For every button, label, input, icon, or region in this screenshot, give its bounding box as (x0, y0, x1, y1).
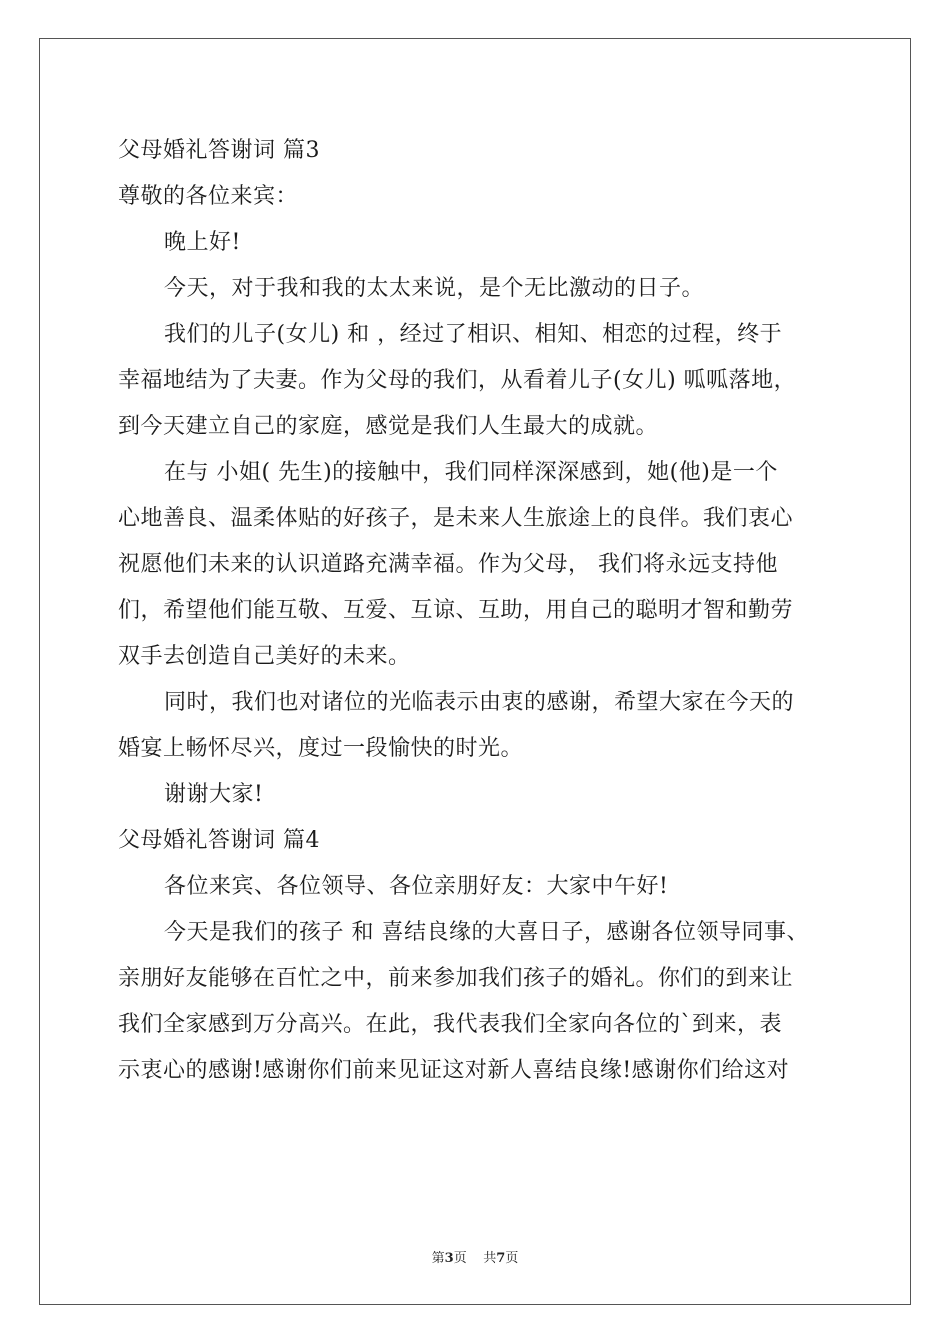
text-line: 晚上好! (164, 230, 241, 255)
page-footer (0, 1247, 950, 1266)
text-line: 幸福地结为了夫妻。作为父母的我们，从看着儿子(女儿) 呱呱落地， (118, 368, 797, 393)
text-line: 祝愿他们未来的认识道路充满幸福。作为父母， 我们将永远支持他 (118, 552, 778, 577)
text-line: 谢谢大家! (164, 782, 264, 807)
document-body (118, 128, 838, 1094)
page-total: 7 (496, 1251, 506, 1266)
text-line: 父母婚礼答谢词 篇3 (118, 138, 320, 163)
text-line: 亲朋好友能够在百忙之中，前来参加我们孩子的婚礼。你们的到来让 (118, 966, 794, 991)
text-line: 婚宴上畅怀尽兴，度过一段愉快的时光。 (118, 736, 524, 761)
page-number-prefix: 第 (431, 1251, 445, 1266)
page-number-current: 3 (444, 1251, 454, 1266)
text-line: 我们的儿子(女儿) 和 ，经过了相识、相知、相恋的过程，终于 (164, 322, 783, 347)
text-line: 今天是我们的孩子 和 喜结良缘的大喜日子，感谢各位领导同事、 (164, 920, 809, 945)
page-total-prefix: 共 (483, 1251, 497, 1266)
text-line: 们，希望他们能互敬、互爱、互谅、互助，用自己的聪明才智和勤劳 (118, 598, 794, 623)
text-line: 同时，我们也对诸位的光临表示由衷的感谢，希望大家在今天的 (164, 690, 795, 715)
text-line: 双手去创造自己美好的未来。 (118, 644, 411, 669)
page-total-suffix: 页 (505, 1251, 519, 1266)
text-line: 各位来宾、各位领导、各位亲朋好友：大家中午好! (164, 874, 669, 899)
text-line: 今天，对于我和我的太太来说，是个无比激动的日子。 (164, 276, 705, 301)
text-line: 尊敬的各位来宾： (118, 184, 299, 209)
text-line: 父母婚礼答谢词 篇4 (118, 828, 320, 853)
text-line: 示衷心的感谢!感谢你们前来见证这对新人喜结良缘!感谢你们给这对 (118, 1058, 790, 1083)
text-line: 在与 小姐( 先生)的接触中，我们同样深深感到，她(他)是一个 (164, 460, 778, 485)
text-line: 心地善良、温柔体贴的好孩子，是未来人生旅途上的良伴。我们衷心 (118, 506, 794, 531)
page-number-suffix: 页 (453, 1251, 467, 1266)
text-line: 我们全家感到万分高兴。在此，我代表我们全家向各位的`到来，表 (118, 1012, 783, 1037)
text-line: 到今天建立自己的家庭，感觉是我们人生最大的成就。 (118, 414, 659, 439)
